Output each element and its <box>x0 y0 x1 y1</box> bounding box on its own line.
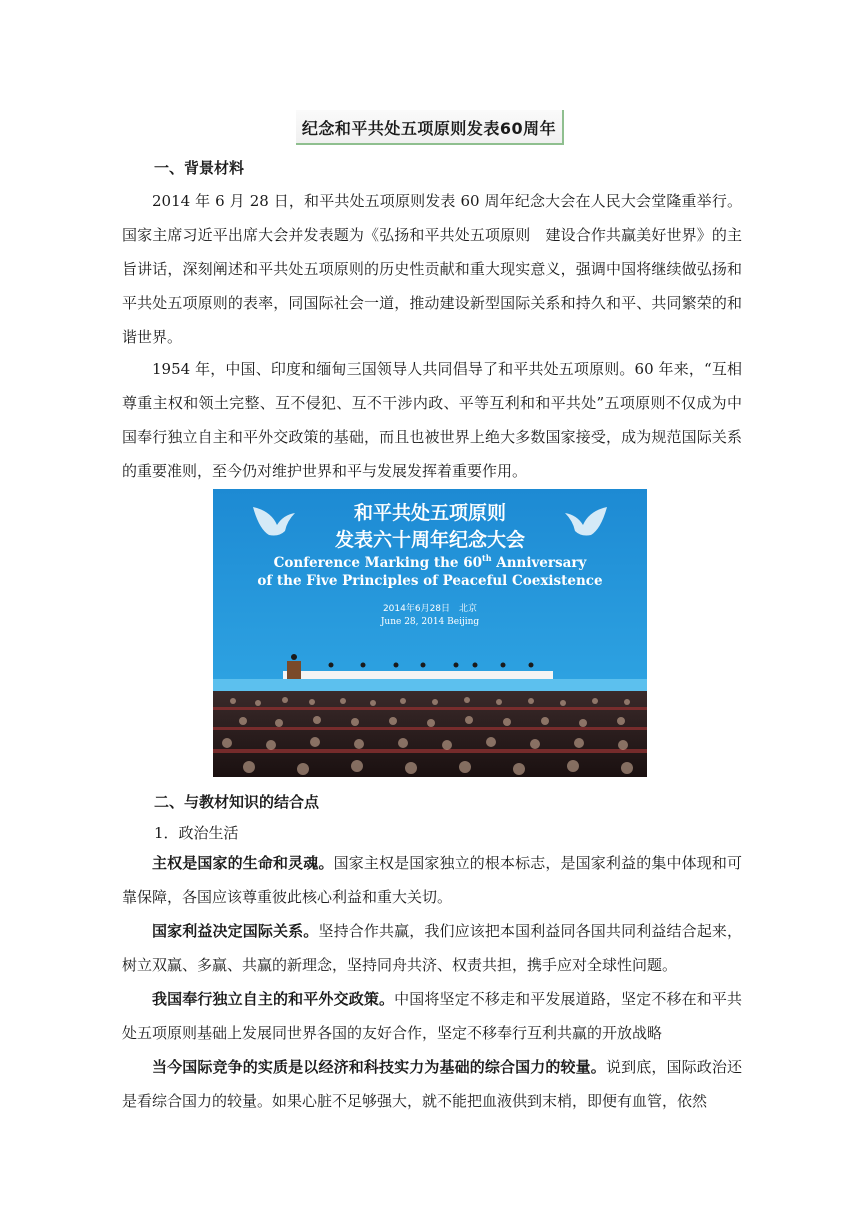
section1-heading: 一、背景材料 <box>154 159 245 177</box>
rostrum-table <box>283 671 553 679</box>
audience <box>213 691 647 777</box>
knowledge-text-national-interest: 坚持合作共赢，我们应该把本国利益同各国共同利益结合起来，树立双赢、多赢、共赢的新理念，坚持同舟共济、权责共担，携手应对全球性问题。 <box>122 922 742 974</box>
knowledge-point-foreign-policy: 我国奉行独立自主的和平外交政策。 <box>152 990 395 1008</box>
title-container <box>0 110 860 145</box>
banner-english-line-1b: Anniversary <box>491 555 587 571</box>
background-paragraph-2: 1954 年，中国、印度和缅甸三国领导人共同倡导了和平共处五项原则。60 年来，“互相尊重主权和领土完整、互不侵犯、互不干涉内政、平等互利和和平共处”五项原则不仅成为中国奉行独立自主和平外交政策的基础，而且也被世界上绝大多数国家接受，成为规范国际关系的重要准则，至今仍对维护世界和平与发展发挥着重要作用。 <box>122 360 742 480</box>
banner-chinese-line-1: 和平共处五项原则 <box>353 502 507 524</box>
banner-english-line-1 <box>274 553 588 571</box>
knowledge-text-national-power: 说到底，国际政治还是看综合国力的较量。如果心脏不足够强大，就不能把血液供到末梢，即便有血管，依然 <box>122 1058 742 1110</box>
background-paragraph-1: 2014 年 6 月 28 日，和平共处五项原则发表 60 周年纪念大会在人民大会堂隆重举行。国家主席习近平出席大会并发表题为《弘扬和平共处五项原则 建设合作共赢美好世界》的主旨讲话，深刻阐述和平共处五项原则的历史性贡献和重大现实意义，强调中国将继续做弘扬和平共处五项原则的表率，同国际社会一道，推动建设新型国际关系和持久和平、共同繁荣的和谐世界。 <box>122 192 742 346</box>
section2-heading: 二、与教材知识的结合点 <box>154 793 320 811</box>
banner-english-line-1a: Conference Marking the 60 <box>273 555 483 571</box>
knowledge-paragraph-foreign-policy <box>122 982 742 1050</box>
conference-photo <box>213 489 647 777</box>
banner-english-line-2: of the Five Principles of Peaceful Coexistence <box>257 573 603 589</box>
knowledge-point-national-power: 当今国际竞争的实质是以经济和科技实力为基础的综合国力的较量。 <box>152 1058 606 1076</box>
conference-photo-illustration <box>213 489 647 777</box>
knowledge-paragraph-national-power <box>122 1050 742 1118</box>
subsection-politics: 1．政治生活 <box>154 824 239 842</box>
stage-front <box>213 679 647 691</box>
banner-english-superscript: th <box>482 553 492 563</box>
knowledge-text-sovereignty: 国家主权是国家独立的根本标志，是国家利益的集中体现和可靠保障，各国应该尊重彼此核心利益和重大关切。 <box>122 854 742 906</box>
page-title: 纪念和平共处五项原则发表60周年 <box>296 110 564 145</box>
banner-date-english: June 28, 2014 Beijing <box>380 617 480 627</box>
knowledge-paragraph-national-interest <box>122 914 742 982</box>
knowledge-paragraph-sovereignty <box>122 846 742 914</box>
banner-date-chinese: 2014年6月28日 北京 <box>382 604 478 614</box>
banner-chinese-line-2: 发表六十周年纪念大会 <box>334 529 526 551</box>
knowledge-point-sovereignty: 主权是国家的生命和灵魂。 <box>152 854 334 872</box>
knowledge-text-foreign-policy: 中国将坚定不移走和平发展道路，坚定不移在和平共处五项原则基础上发展同世界各国的友好合作，坚定不移奉行互利共赢的开放战略 <box>122 990 742 1042</box>
knowledge-point-national-interest: 国家利益决定国际关系。 <box>152 922 319 940</box>
